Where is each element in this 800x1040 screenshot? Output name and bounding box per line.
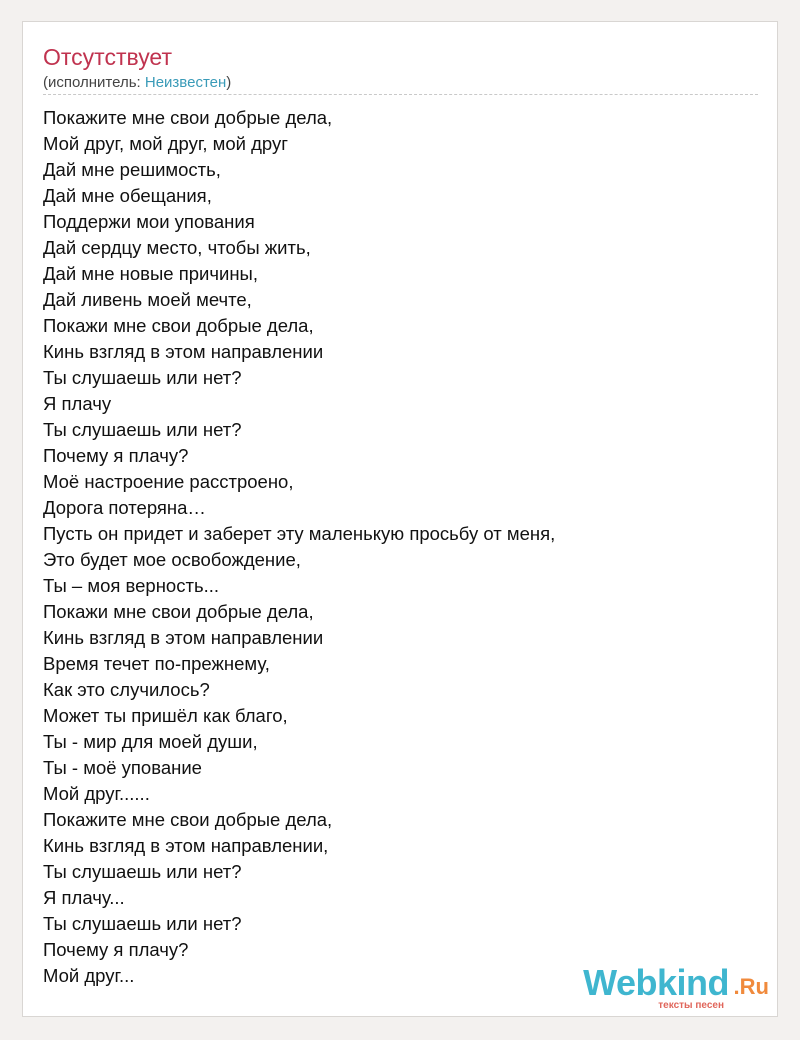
lyric-line: Ты слушаешь или нет? (43, 419, 242, 440)
lyric-line: Дорога потеряна… (43, 497, 206, 518)
lyric-line: Ты слушаешь или нет? (43, 913, 242, 934)
lyric-line: Ты слушаешь или нет? (43, 367, 242, 388)
logo-word: Webkind (583, 962, 729, 1003)
lyric-line: Покажите мне свои добрые дела, (43, 107, 333, 128)
dashed-divider (43, 94, 758, 95)
lyric-line: Время течет по-прежнему, (43, 653, 270, 674)
lyrics-card (22, 21, 778, 1017)
song-title: Отсутствует (43, 44, 172, 70)
lyric-line: Моё настроение расстроено, (43, 471, 294, 492)
lyric-line: Мой друг...... (43, 783, 150, 804)
artist-line (43, 74, 231, 91)
lyric-line: Дай мне новые причины, (43, 263, 258, 284)
lyric-line: Ты – моя верность... (43, 575, 220, 596)
logo-tld: .Ru (733, 974, 769, 999)
artist-link[interactable]: Неизвестен (144, 74, 227, 91)
lyric-line: Покажите мне свои добрые дела, (43, 809, 333, 830)
lyric-line: Как это случилось? (43, 679, 210, 700)
lyric-line: Я плачу... (43, 887, 125, 908)
lyric-line: Я плачу (43, 393, 112, 414)
lyric-line: Почему я плачу? (43, 939, 189, 960)
lyric-line: Ты - мир для моей души, (43, 731, 258, 752)
lyric-line: Ты слушаешь или нет? (43, 861, 242, 882)
artist-suffix: ) (226, 74, 232, 91)
lyric-line: Покажи мне свои добрые дела, (43, 315, 314, 336)
lyric-line: Мой друг, мой друг, мой друг (43, 133, 289, 154)
lyric-line: Это будет мое освобождение, (43, 549, 301, 570)
lyric-line: Дай ливень моей мечте, (43, 289, 252, 310)
lyrics-text (43, 105, 555, 989)
lyric-line: Кинь взгляд в этом направлении (43, 341, 324, 362)
lyric-line: Дай мне решимость, (43, 159, 221, 180)
lyric-line: Дай сердцу место, чтобы жить, (43, 237, 311, 258)
webkind-logo[interactable] (579, 963, 769, 1013)
lyric-line: Кинь взгляд в этом направлении (43, 627, 324, 648)
lyric-line: Ты - моё упование (43, 757, 202, 778)
lyric-line: Поддержи мои упования (43, 211, 255, 232)
lyric-line: Мой друг... (43, 965, 135, 986)
lyric-line: Кинь взгляд в этом направлении, (43, 835, 329, 856)
lyric-line: Дай мне обещания, (43, 185, 212, 206)
logo-tagline: тексты песен (658, 1000, 724, 1011)
lyric-line: Может ты пришёл как благо, (43, 705, 288, 726)
lyric-line: Почему я плачу? (43, 445, 189, 466)
lyric-line: Пусть он придет и заберет эту маленькую просьбу от меня, (43, 523, 556, 544)
artist-prefix: (исполнитель: (43, 74, 145, 91)
lyric-line: Покажи мне свои добрые дела, (43, 601, 314, 622)
